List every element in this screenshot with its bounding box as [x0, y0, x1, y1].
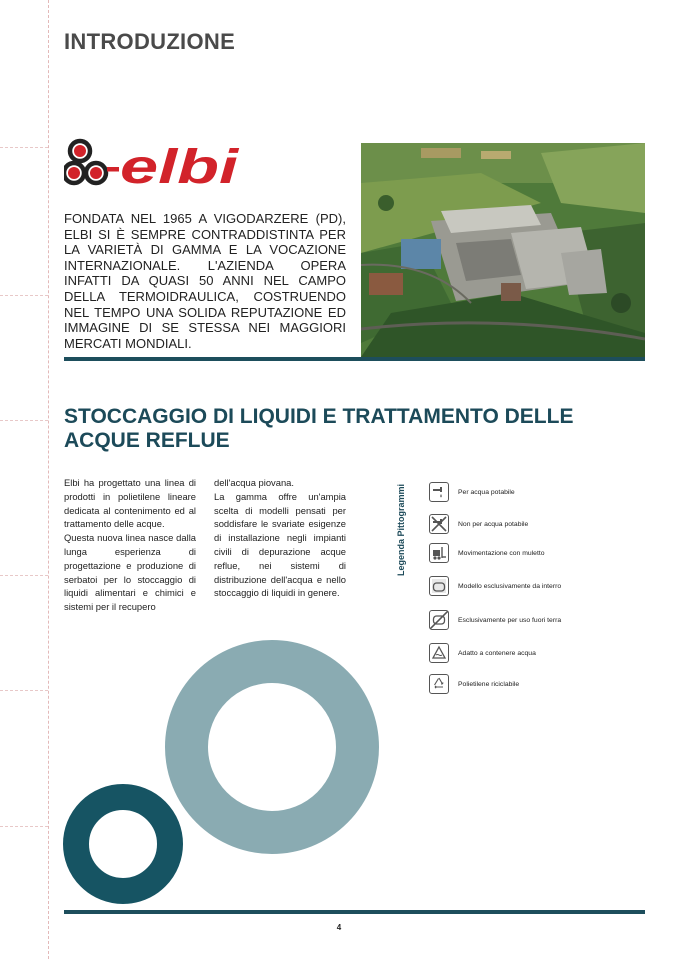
above-ground-icon [429, 610, 449, 630]
body-column-2 [214, 476, 346, 600]
legend-item-label: Polietilene riciclabile [458, 680, 520, 688]
legend-item [429, 673, 519, 695]
indoor-only-icon [429, 576, 449, 596]
margin-tick [0, 690, 48, 691]
body-paragraph: La gamma offre un'ampia scelta di modelli pensati per soddisfare le svariate esigenze di installazione negli impianti civili di depurazione acque reflue, nei sistemi di distribuzione dell'acqua e nello stoccaggio di liquidi in genere. [214, 490, 346, 599]
body-paragraph: dell'acqua piovana. [214, 477, 294, 488]
elbi-logo [64, 137, 244, 191]
body-paragraph: Elbi ha progettato una linea di prodotti in polietilene lineare dedicata al contenimento ed al trattamento delle acque. [64, 477, 196, 530]
margin-tick [0, 295, 48, 296]
margin-tick [0, 147, 48, 148]
page-number: 4 [336, 923, 342, 932]
body-column-1 [64, 476, 196, 614]
legend-item [429, 481, 515, 503]
factory-aerial-photo [361, 143, 645, 357]
legend-item-label: Movimentazione con muletto [458, 549, 545, 557]
margin-tick [0, 575, 48, 576]
bottom-divider [64, 910, 645, 914]
forklift-icon [429, 543, 449, 563]
section-title: STOCCAGGIO DI LIQUIDI E TRATTAMENTO DELLE ACQUE REFLUE [64, 405, 574, 452]
legend-label: Legenda Pittogrammi [396, 483, 406, 576]
decorative-ring-large [165, 640, 379, 854]
water-suitable-icon [429, 643, 449, 663]
intro-text: FONDATA NEL 1965 A VIGODARZERE (PD), ELBI SI È SEMPRE CONTRADDISTINTA PER LA VARIETÀ DI GAMMA E LA VOCAZIONE INTERNAZIONALE. L'AZIENDA OPERA INFATTI DA QUASI 50 ANNI NEL CAMPO DELLA TERMOIDRAULICA, COSTRUENDO NEL TEMPO UNA SOLIDA REPUTAZIONE ED IMMAGINE DI SE STESSA NEI MAGGIORI MERCATI MONDIALI. [64, 211, 346, 351]
recyclable-icon [429, 674, 449, 694]
margin-guide [48, 0, 49, 959]
brand-wordmark: elbi [120, 141, 241, 191]
legend-item [429, 609, 561, 631]
legend-item-label: Modello esclusivamente da interro [458, 582, 562, 590]
margin-tick [0, 420, 48, 421]
margin-tick [0, 826, 48, 827]
legend-item-label: Non per acqua potabile [458, 520, 529, 528]
top-divider [64, 357, 645, 361]
legend-item [429, 513, 528, 535]
legend-item-label: Adatto a contenere acqua [458, 649, 536, 657]
legend-item-label: Per acqua potabile [458, 488, 515, 496]
legend-item [429, 642, 536, 664]
non-drinkable-water-icon [429, 514, 449, 534]
drinkable-water-icon [429, 482, 449, 502]
decorative-ring-small [63, 784, 183, 904]
page-title: INTRODUZIONE [64, 29, 236, 54]
legend-item [429, 575, 561, 597]
legend-item-label: Esclusivamente per uso fuori terra [458, 616, 562, 624]
body-paragraph: Questa nuova linea nasce dalla lunga esperienza di progettazione e produzione di serbatoi per lo stoccaggio di liquidi alimentari e chimici e sistemi per il recupero [64, 532, 196, 613]
legend-item [429, 542, 545, 564]
